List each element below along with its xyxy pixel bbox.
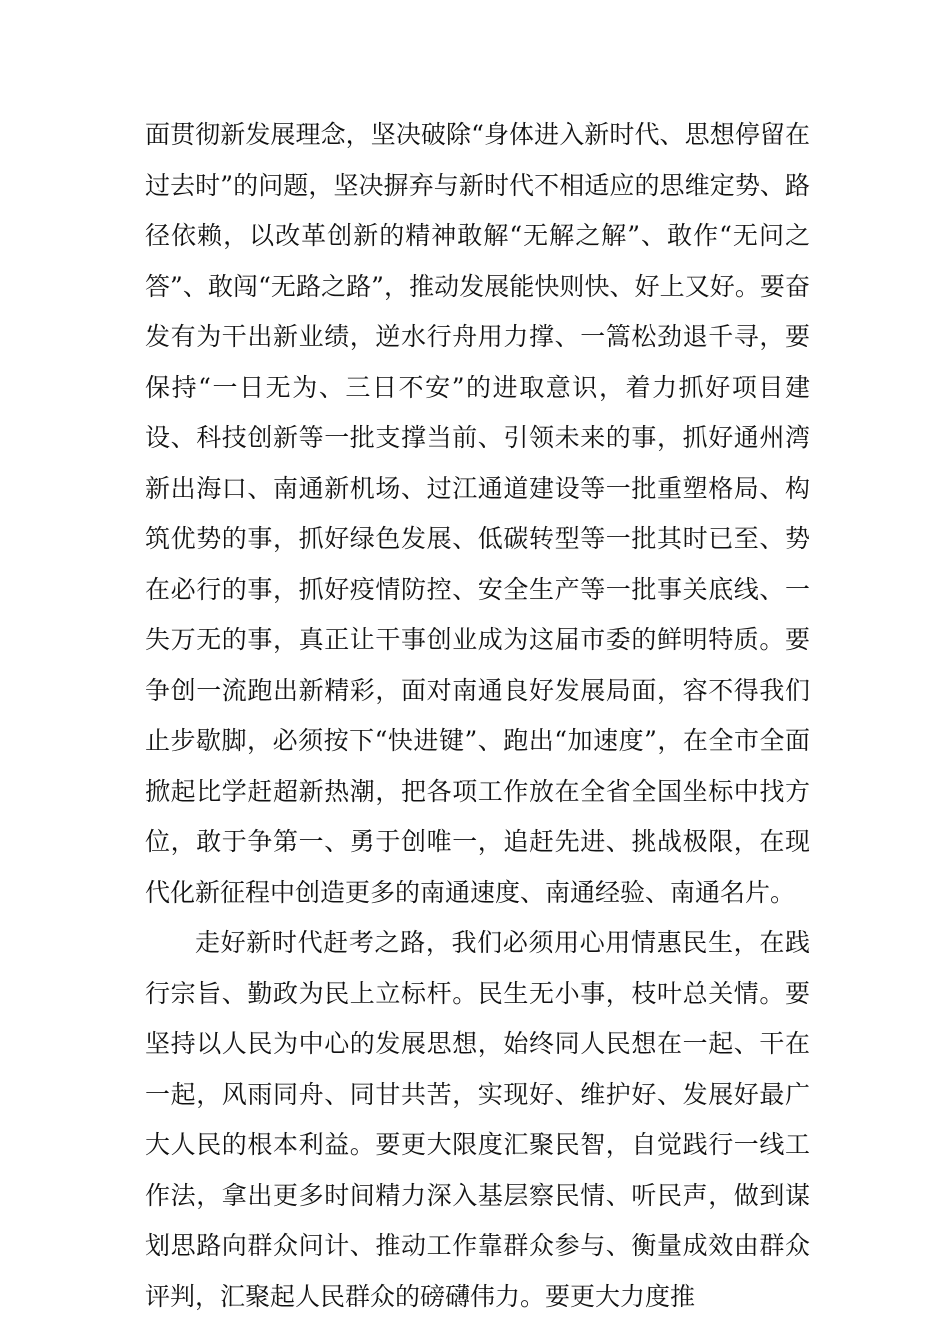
paragraph-continued: 面贯彻新发展理念，坚决破除“身体进入新时代、思想停留在过去时”的问题，坚决摒弃与新时代不相适应的思维定势、路径依赖，以改革创新的精神敢解“无解之解”、敢作“无问之答”、敢闯“无路之路”，推动发展能快则快、好上又好。要奋发有为干出新业绩，逆水行舟用力撑、一篙松劲退千寻，要保持“一日无为、三日不安”的进取意识，着力抓好项目建设、科技创新等一批支撑当前、引领未来的事，抓好通州湾新出海口、南通新机场、过江通道建设等一批重塑格局、构筑优势的事，抓好绿色发展、低碳转型等一批其时已至、势在必行的事，抓好疫情防控、安全生产等一批事关底线、一失万无的事，真正让干事创业成为这届市委的鲜明特质。要争创一流跑出新精彩，面对南通良好发展局面，容不得我们止步歇脚，必须按下“快进键”、跑出“加速度”，在全市全面掀起比学赶超新热潮，把各项工作放在全省全国坐标中找方位，敢于争第一、勇于创唯一，追赶先进、挑战极限，在现代化新征程中创造更多的南通速度、南通经验、南通名片。 bbox=[145, 120, 810, 907]
paragraph: 走好新时代赶考之路，我们必须用心用情惠民生，在践行宗旨、勤政为民上立标杆。民生无小事，枝叶总关情。要坚持以人民为中心的发展思想，始终同人民想在一起、干在一起，风雨同舟、同甘共苦，实现好、维护好、发展好最广大人民的根本利益。要更大限度汇聚民智，自觉践行一线工作法，拿出更多时间精力深入基层察民情、听民声，做到谋划思路向群众问计、推动工作靠群众参与、衡量成效由群众评判，汇聚起人民群众的磅礴伟力。要更大力度推 bbox=[145, 928, 810, 1311]
document-body bbox=[145, 110, 810, 1322]
